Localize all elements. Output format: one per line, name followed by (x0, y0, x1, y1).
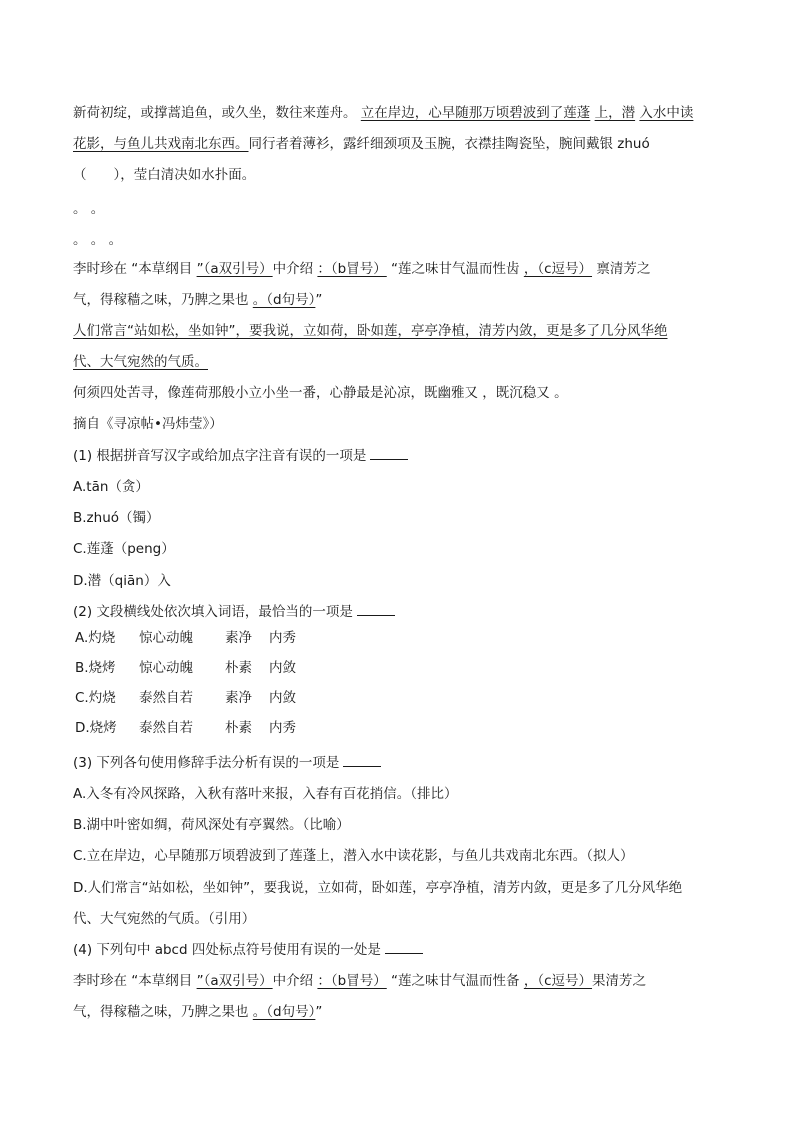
punctuation-mark-c: ，（c逗号） (523, 261, 593, 277)
passage-line-2 (73, 135, 650, 153)
question-1-option-c: C.莲蓬（peng） (73, 541, 175, 557)
underlined-sentence: 花影，与鱼儿共戏南北东西。 (73, 136, 249, 152)
answer-blank (343, 754, 381, 767)
passage-source: 摘自《寻凉帖•冯炜莹》） (73, 416, 223, 432)
passage-text: 气，得稼穑之味，乃脾之果也 (73, 292, 249, 308)
passage-text: 李时珍在 (73, 261, 127, 277)
passage-text: “莲之味甘气温而性齿 (391, 261, 520, 277)
underlined-sentence: 入水中读 (639, 105, 694, 121)
question-4-line-1: 李时珍在 “本草纲目 ”（a双引号）中介绍 ：（b冒号） “莲之味甘气温而性备 ，（c逗号）果清芳之 (73, 973, 647, 989)
question-2-option-d: D.烧烤 泰然自若 朴素 内秀 (75, 720, 296, 736)
question-3-option-c: C.立在岸边，心早随那万顷碧波到了莲蓬上，潜入水中读花影，与鱼儿共戏南北东西。（拟人） (73, 848, 634, 864)
question-2-option-b: B.烧烤 惊心动魄 朴素 内敛 (75, 660, 296, 676)
punctuation-mark-a: ”（a双引号） (196, 973, 273, 989)
passage-text: 禀清芳之 (596, 261, 651, 277)
passage-line-4: 。 。 (73, 201, 105, 217)
passage-text: 中介绍 (272, 261, 314, 277)
question-2-option-c: C.灼烧 泰然自若 素净 内敛 (75, 690, 296, 706)
passage-line-1 (73, 104, 693, 122)
question-3-option-a: A.入冬有冷风探路，入秋有落叶来报，入春有百花捎信。（排比） (73, 786, 458, 802)
answer-blank (385, 941, 423, 954)
passage-line-9: 代、大气宛然的气质。 (73, 354, 208, 370)
question-1-stem: (1) 根据拼音写汉字或给加点字注音有误的一项是 (73, 447, 408, 465)
question-3-stem: (3) 下列各句使用修辞手法分析有误的一项是 (73, 754, 381, 772)
passage-text: “本草纲目 (131, 261, 193, 277)
question-1-option-a: A.tān（贪） (73, 479, 149, 495)
passage-text: 新荷初绽，或撑蒿追鱼，或久坐，数往来莲舟。 (73, 105, 357, 121)
passage-line-3: （ ），莹白清决如水扑面。 (73, 167, 256, 183)
passage-text: 同行者着薄衫，露纤细颈项及玉腕，衣襟挂陶瓷坠，腕间戴银 zhuó (248, 136, 650, 152)
underlined-sentence: 立在岸边，心早随那万顷碧波到了莲蓬 (360, 105, 591, 121)
underlined-sentence: 上，潜 (594, 105, 636, 121)
passage-line-10: 何须四处苦寻，像莲荷那般小立小坐一番，心静最是沁凉，既幽雅又 ，既沉稳又 。 (73, 385, 568, 401)
question-2-stem: (2) 文段横线处依次填入词语，最恰当的一项是 (73, 603, 395, 621)
punctuation-mark-b: ：（b冒号） (317, 261, 387, 277)
punctuation-mark-c: ，（c逗号） (523, 973, 593, 989)
question-1-option-d: D.潜（qiān）入 (73, 573, 171, 589)
punctuation-mark-d: 。（d句号） (252, 1004, 316, 1020)
question-3-option-d-cont: 代、大气宛然的气质。（引用） (73, 911, 256, 927)
question-4-stem: (4) 下列句中 abcd 四处标点符号使用有误的一处是 (73, 941, 423, 959)
answer-blank (357, 603, 395, 616)
passage-line-7 (73, 291, 322, 309)
punctuation-mark-a: ”（a双引号） (196, 261, 273, 277)
question-1-option-b: B.zhuó（镯） (73, 510, 160, 526)
passage-text: ” (315, 292, 323, 308)
passage-line-6 (73, 260, 650, 278)
question-3-option-d: D.人们常言“站如松，坐如钟”，要我说，立如荷，卧如莲，亭亭净植，清芳内敛，更是多了几分风华绝 (73, 880, 683, 896)
question-3-option-b: B.湖中叶密如绸，荷风深处有亭翼然。（比喻） (73, 817, 350, 833)
punctuation-mark-d: 。（d句号） (252, 292, 316, 308)
punctuation-mark-b: ：（b冒号） (317, 973, 387, 989)
answer-blank (370, 447, 408, 460)
question-4-line-2: 气，得稼穑之味，乃脾之果也 。（d句号）” (73, 1004, 323, 1020)
passage-line-8: 人们常言“站如松，坐如钟”，要我说，立如荷，卧如莲，亭亭净植，清芳内敛，更是多了几分风华绝 (73, 323, 668, 339)
question-2-option-a: A.灼烧 惊心动魄 素净 内秀 (75, 630, 296, 646)
passage-line-5: 。 。 。 (73, 232, 123, 248)
